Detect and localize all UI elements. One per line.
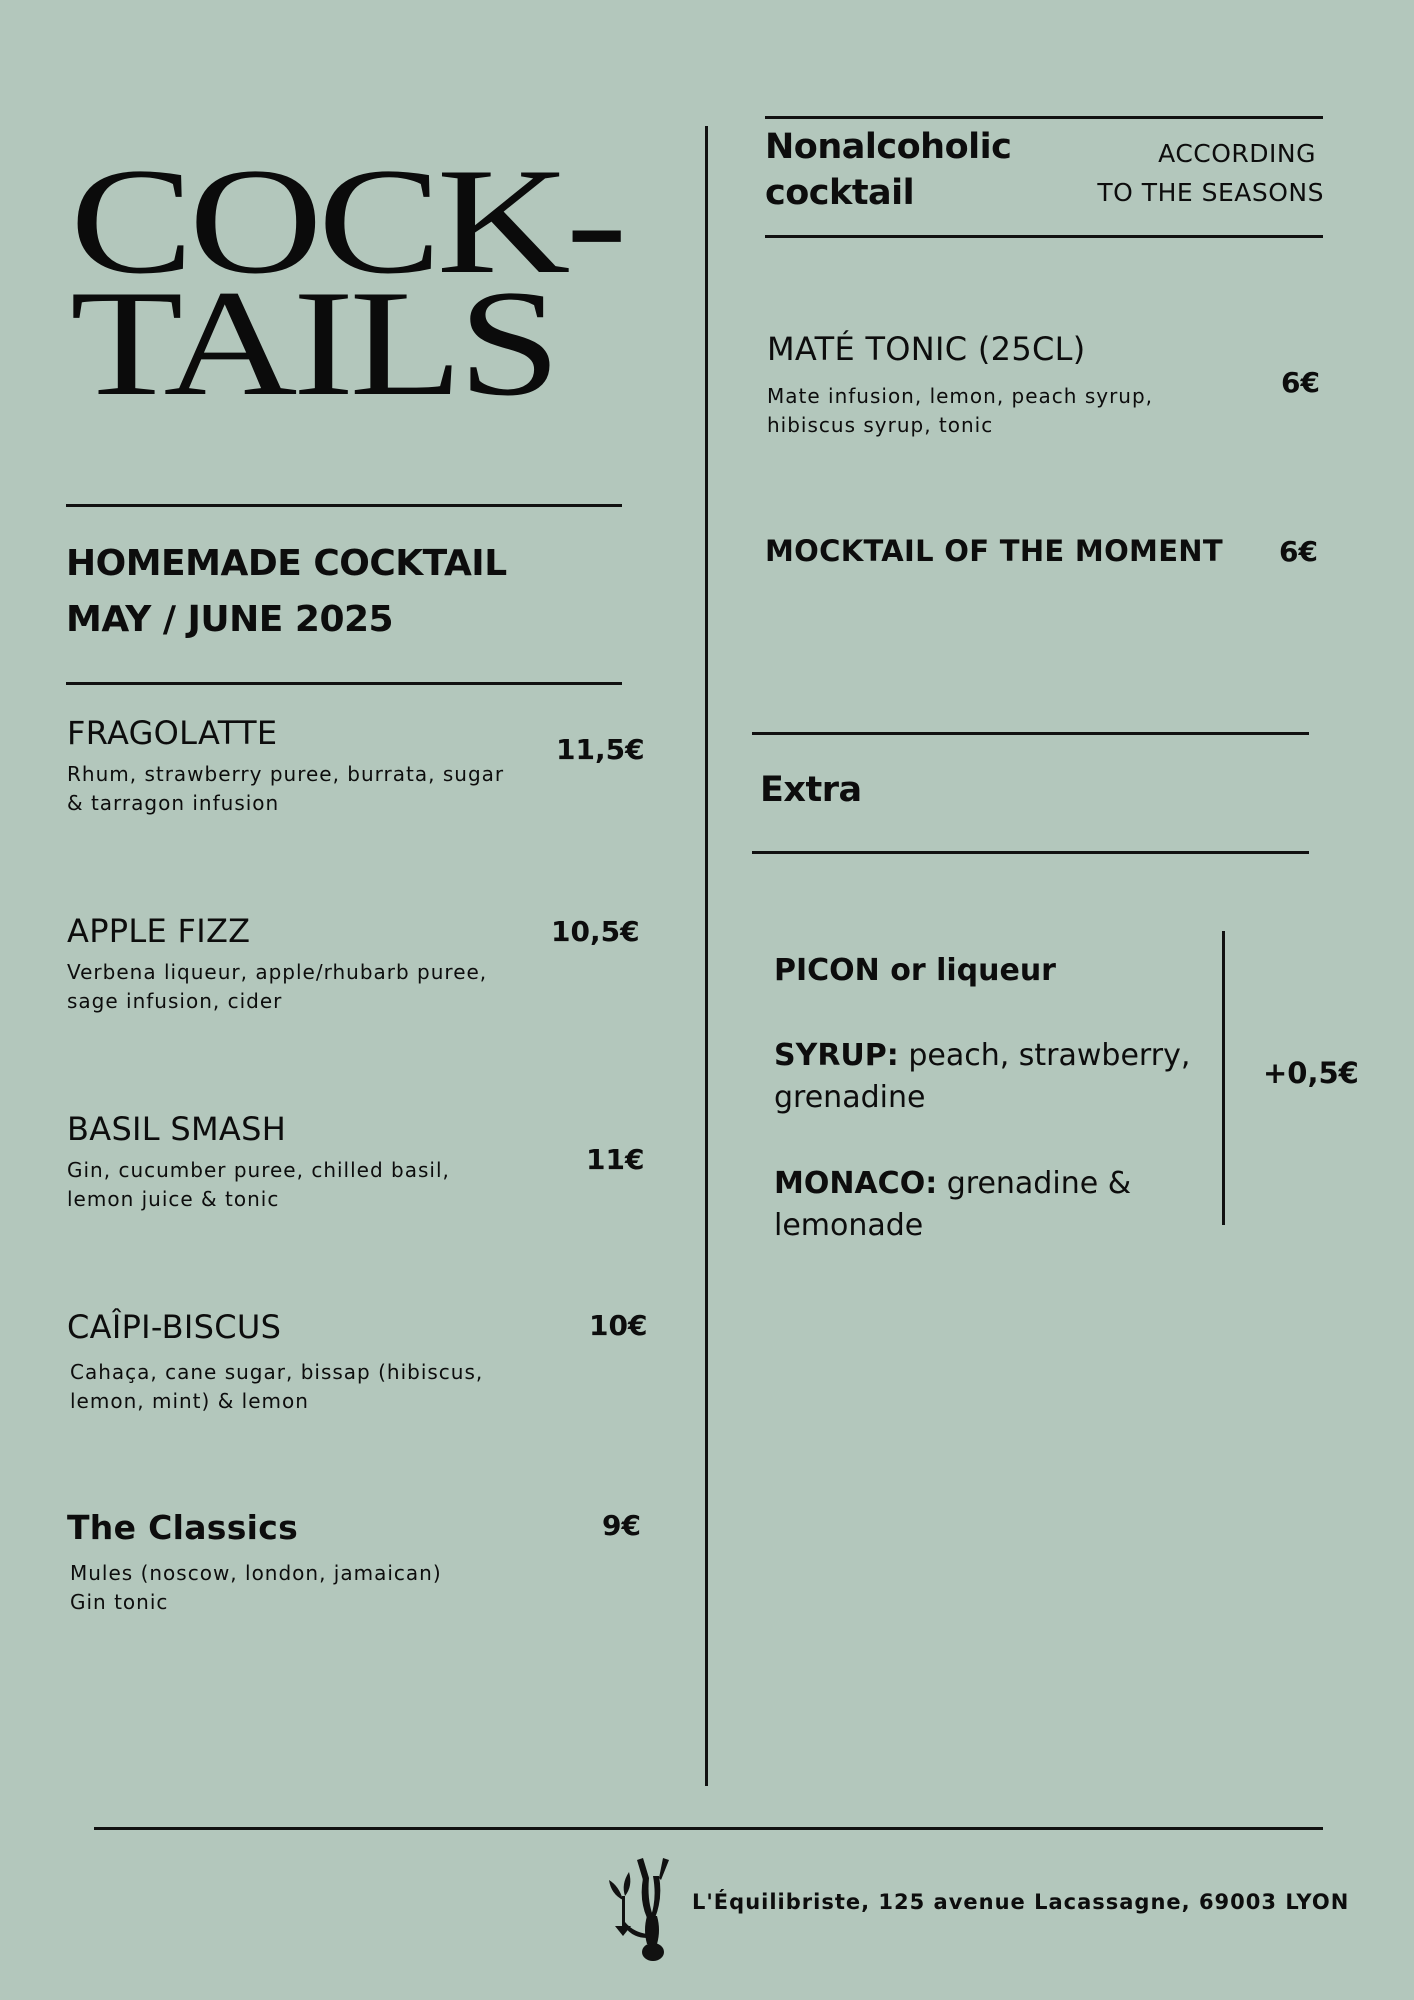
item-description-line: lemon, mint) & lemon bbox=[70, 1389, 309, 1413]
divider bbox=[765, 235, 1323, 238]
item-price: 6€ bbox=[1279, 535, 1318, 568]
homemade-heading bbox=[66, 536, 507, 648]
extra-syrup bbox=[774, 1035, 1214, 1119]
seasons-note-line-2: TO THE SEASONS bbox=[1097, 178, 1324, 207]
item-price: 10€ bbox=[589, 1309, 648, 1342]
item-description-line: Verbena liqueur, apple/rhubarb puree, bbox=[67, 960, 488, 984]
homemade-heading-line-1: HOMEMADE COCKTAIL bbox=[66, 543, 507, 584]
extra-monaco-label: MONACO: bbox=[774, 1166, 938, 1201]
item-description-line: Mate infusion, lemon, peach syrup, bbox=[767, 384, 1154, 408]
footer-divider bbox=[94, 1827, 1323, 1830]
extra-heading: Extra bbox=[760, 770, 862, 810]
extra-monaco-text: grenadine & bbox=[937, 1166, 1132, 1201]
item-price: 11€ bbox=[586, 1143, 645, 1176]
mocktail-item-mate-tonic bbox=[767, 330, 1153, 440]
nonalcoholic-heading-line-2: cocktail bbox=[765, 173, 915, 213]
divider bbox=[765, 116, 1323, 119]
item-description-line: Rhum, strawberry puree, burrata, sugar bbox=[67, 762, 505, 786]
extra-divider bbox=[1222, 931, 1225, 1225]
nonalcoholic-heading-line-1: Nonalcoholic bbox=[765, 127, 1012, 167]
item-description bbox=[67, 1156, 450, 1214]
item-description-line: Gin, cucumber puree, chilled basil, bbox=[67, 1158, 450, 1182]
item-price: 9€ bbox=[602, 1509, 641, 1542]
mocktail-item-of-the-moment: MOCKTAIL OF THE MOMENT bbox=[765, 534, 1223, 568]
extra-syrup-line-2: grenadine bbox=[774, 1080, 926, 1115]
divider bbox=[66, 682, 622, 685]
cocktail-item-fragolatte bbox=[67, 714, 504, 818]
extra-monaco-line-2: lemonade bbox=[774, 1208, 924, 1243]
item-description-line: sage infusion, cider bbox=[67, 989, 283, 1013]
acrobat-logo-icon bbox=[603, 1850, 673, 1966]
cocktail-item-basil-smash bbox=[67, 1110, 450, 1214]
item-description-line: Mules (noscow, london, jamaican) bbox=[70, 1561, 442, 1585]
item-price: 6€ bbox=[1281, 366, 1320, 399]
divider bbox=[752, 851, 1309, 854]
item-name: BASIL SMASH bbox=[67, 1110, 287, 1148]
item-name: The Classics bbox=[67, 1508, 299, 1547]
item-description-line: hibiscus syrup, tonic bbox=[767, 413, 994, 437]
item-name: APPLE FIZZ bbox=[67, 912, 251, 950]
nonalcoholic-heading bbox=[765, 124, 1011, 216]
item-description bbox=[70, 1358, 483, 1416]
item-name: CAÎPI-BISCUS bbox=[67, 1308, 282, 1346]
extra-options bbox=[774, 950, 1214, 1247]
item-price: 11,5€ bbox=[556, 733, 645, 766]
item-description bbox=[767, 382, 1153, 440]
item-name: MATÉ TONIC (25CL) bbox=[767, 330, 1086, 368]
title-line-1: COCK- bbox=[70, 137, 623, 305]
extra-monaco bbox=[774, 1163, 1214, 1247]
extra-syrup-text: peach, strawberry, bbox=[898, 1038, 1191, 1073]
item-description-line: & tarragon infusion bbox=[67, 791, 280, 815]
homemade-heading-line-2: MAY / JUNE 2025 bbox=[66, 599, 394, 640]
item-description-line: Gin tonic bbox=[70, 1590, 169, 1614]
divider bbox=[66, 504, 622, 507]
item-description bbox=[67, 958, 487, 1016]
extra-price: +0,5€ bbox=[1263, 1056, 1359, 1090]
footer-address: L'Équilibriste, 125 avenue Lacassagne, 69003 LYON bbox=[692, 1890, 1350, 1914]
item-price: 10,5€ bbox=[551, 915, 640, 948]
extra-syrup-label: SYRUP: bbox=[774, 1038, 899, 1073]
column-divider bbox=[705, 126, 708, 1786]
item-description-line: lemon juice & tonic bbox=[67, 1187, 280, 1211]
cocktail-item-caipi-biscus bbox=[67, 1308, 483, 1416]
item-description-line: Cahaça, cane sugar, bissap (hibiscus, bbox=[70, 1360, 484, 1384]
item-name: FRAGOLATTE bbox=[67, 714, 278, 752]
item-description bbox=[70, 1559, 442, 1617]
divider bbox=[752, 732, 1309, 735]
cocktail-item-classics bbox=[67, 1508, 442, 1617]
seasons-note-line-1: ACCORDING bbox=[1158, 139, 1316, 168]
extra-picon: PICON or liqueur bbox=[774, 953, 1056, 988]
title-line-2: TAILS bbox=[70, 259, 557, 427]
cocktail-item-apple-fizz bbox=[67, 912, 487, 1016]
seasons-note bbox=[1097, 134, 1324, 212]
menu-title bbox=[70, 137, 623, 430]
item-description bbox=[67, 760, 504, 818]
